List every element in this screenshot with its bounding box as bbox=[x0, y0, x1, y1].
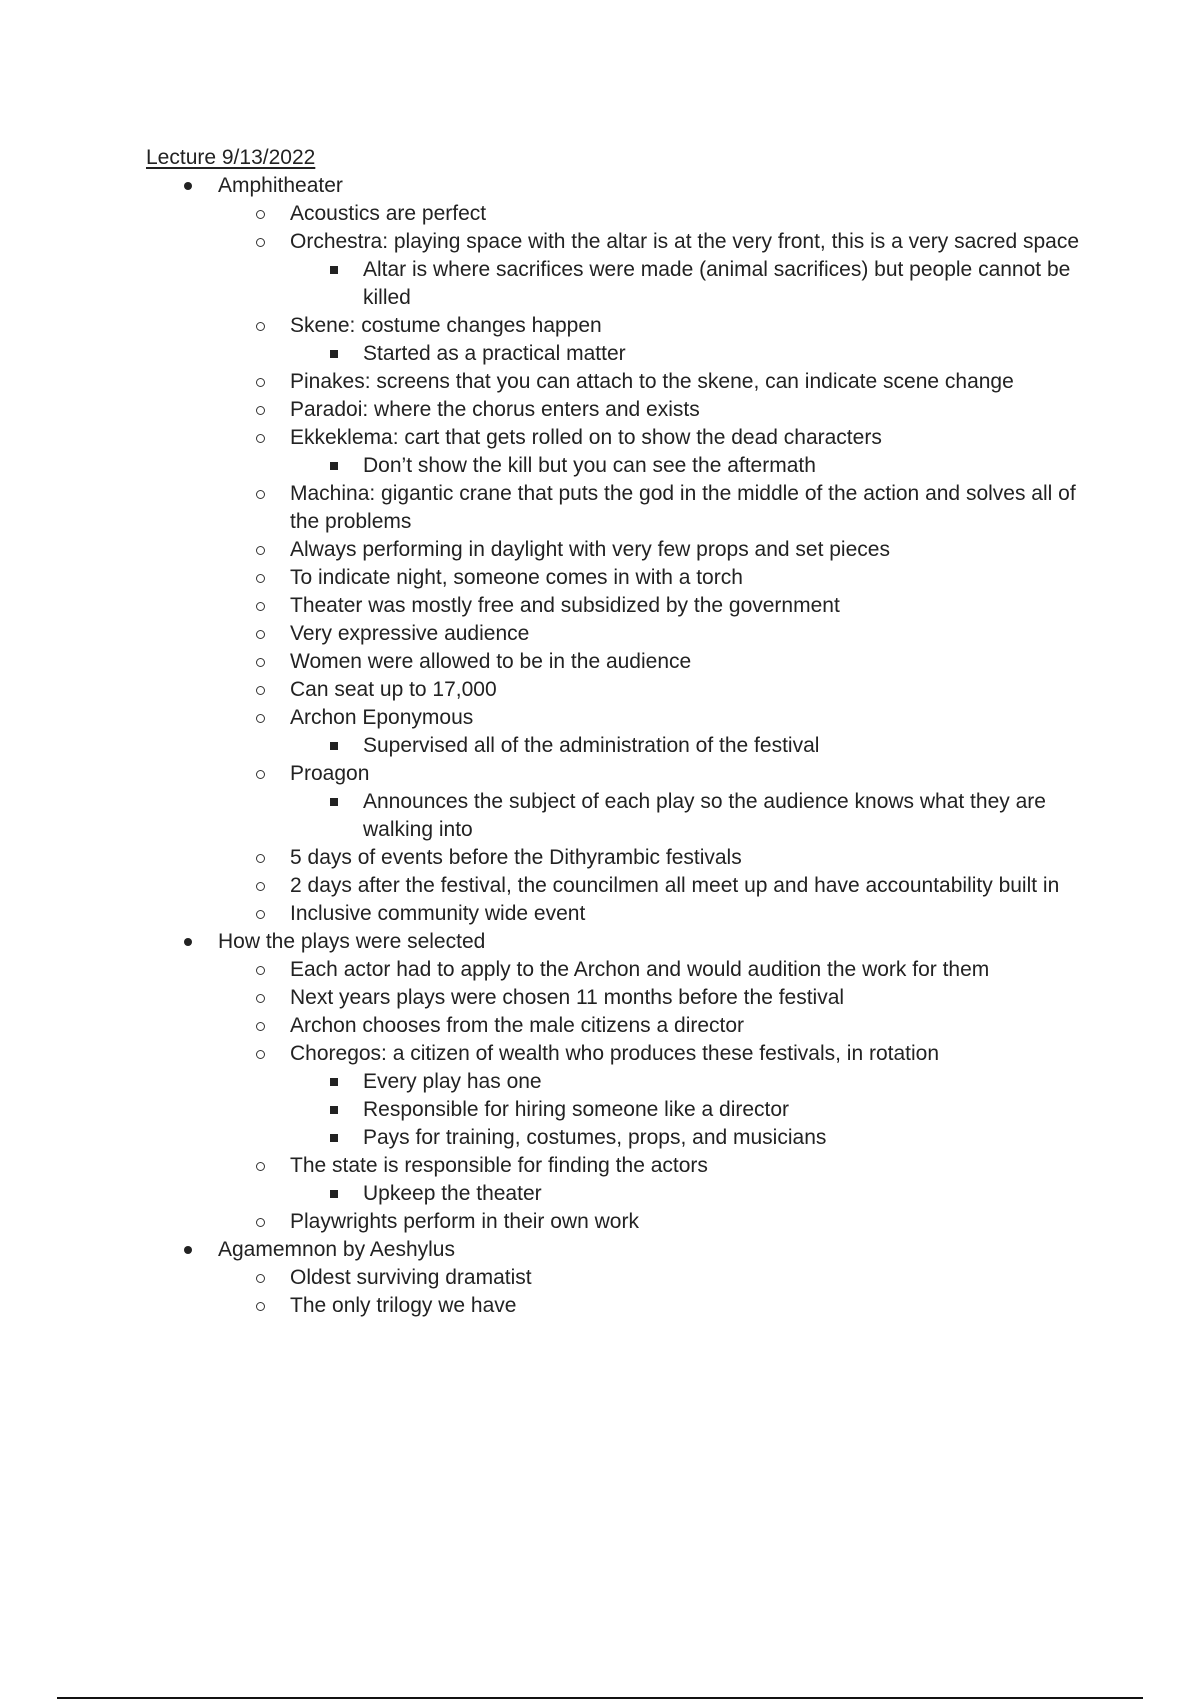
sub-item bbox=[218, 1264, 1086, 1292]
sub-item bbox=[218, 312, 1086, 368]
detail-item-text: Supervised all of the administration of the festival bbox=[363, 734, 820, 757]
sub-item-text: Very expressive audience bbox=[290, 622, 530, 645]
detail-item bbox=[290, 732, 1086, 760]
sub-item-text: Ekkeklema: cart that gets rolled on to show the dead characters bbox=[290, 426, 882, 449]
outline-item bbox=[146, 172, 1086, 928]
sub-item-text: Oldest surviving dramatist bbox=[290, 1266, 532, 1289]
detail-list bbox=[290, 788, 1086, 844]
sub-item-text: Inclusive community wide event bbox=[290, 902, 586, 925]
sub-item bbox=[218, 424, 1086, 480]
sub-item-text: Archon Eponymous bbox=[290, 706, 474, 729]
sub-item-text: Can seat up to 17,000 bbox=[290, 678, 497, 701]
sub-item-text: Archon chooses from the male citizens a director bbox=[290, 1014, 745, 1037]
sub-item bbox=[218, 704, 1086, 760]
sub-item bbox=[218, 564, 1086, 592]
detail-item-text: Upkeep the theater bbox=[363, 1182, 542, 1205]
sub-item bbox=[218, 676, 1086, 704]
detail-item-text: Altar is where sacrifices were made (animal sacrifices) but people cannot be killed bbox=[363, 258, 1071, 309]
sub-item-text: Playwrights perform in their own work bbox=[290, 1210, 639, 1233]
sub-list bbox=[218, 1264, 1086, 1320]
sub-item-text: Machina: gigantic crane that puts the god in the middle of the action and solves all of the problems bbox=[290, 482, 1076, 533]
sub-item-text: Orchestra: playing space with the altar is at the very front, this is a very sacred space bbox=[290, 230, 1080, 253]
detail-list bbox=[290, 1180, 1086, 1208]
sub-item-text: Women were allowed to be in the audience bbox=[290, 650, 692, 673]
outline-item-text: How the plays were selected bbox=[218, 930, 486, 953]
sub-item bbox=[218, 368, 1086, 396]
sub-item bbox=[218, 984, 1086, 1012]
sub-item-text: Next years plays were chosen 11 months before the festival bbox=[290, 986, 845, 1009]
sub-item bbox=[218, 1208, 1086, 1236]
sub-item-text: 5 days of events before the Dithyrambic festivals bbox=[290, 846, 742, 869]
sub-item-text: 2 days after the festival, the councilmen all meet up and have accountability built in bbox=[290, 874, 1060, 897]
outline-item bbox=[146, 928, 1086, 1236]
detail-item-text: Responsible for hiring someone like a director bbox=[363, 1098, 790, 1121]
detail-item-text: Don’t show the kill but you can see the aftermath bbox=[363, 454, 816, 477]
sub-item bbox=[218, 200, 1086, 228]
detail-list bbox=[290, 340, 1086, 368]
detail-list bbox=[290, 1068, 1086, 1152]
sub-item bbox=[218, 648, 1086, 676]
sub-list bbox=[218, 200, 1086, 928]
sub-item-text: Pinakes: screens that you can attach to the skene, can indicate scene change bbox=[290, 370, 1014, 393]
sub-item-text: Each actor had to apply to the Archon and would audition the work for them bbox=[290, 958, 990, 981]
sub-item-text: Theater was mostly free and subsidized by the government bbox=[290, 594, 840, 617]
sub-item bbox=[218, 872, 1086, 900]
sub-item bbox=[218, 536, 1086, 564]
notes-outline bbox=[146, 172, 1086, 1320]
detail-item bbox=[290, 452, 1086, 480]
sub-item-text: Choregos: a citizen of wealth who produces these festivals, in rotation bbox=[290, 1042, 940, 1065]
sub-item-text: The only trilogy we have bbox=[290, 1294, 517, 1317]
outline-item-text: Agamemnon by Aeshylus bbox=[218, 1238, 455, 1261]
detail-item bbox=[290, 256, 1086, 312]
outline-item bbox=[146, 1236, 1086, 1320]
detail-item bbox=[290, 340, 1086, 368]
sub-item bbox=[218, 396, 1086, 424]
sub-item bbox=[218, 1152, 1086, 1208]
sub-item-text: The state is responsible for finding the actors bbox=[290, 1154, 708, 1177]
footer-divider bbox=[57, 1697, 1143, 1699]
sub-item bbox=[218, 760, 1086, 844]
sub-item bbox=[218, 956, 1086, 984]
detail-item-text: Started as a practical matter bbox=[363, 342, 626, 365]
sub-item-text: To indicate night, someone comes in with a torch bbox=[290, 566, 743, 589]
sub-item-text: Skene: costume changes happen bbox=[290, 314, 602, 337]
detail-item bbox=[290, 1068, 1086, 1096]
sub-item-text: Paradoi: where the chorus enters and exists bbox=[290, 398, 700, 421]
detail-list bbox=[290, 732, 1086, 760]
detail-item-text: Announces the subject of each play so the audience knows what they are walking into bbox=[363, 790, 1046, 841]
sub-item bbox=[218, 900, 1086, 928]
detail-item-text: Every play has one bbox=[363, 1070, 542, 1093]
sub-item bbox=[218, 1012, 1086, 1040]
sub-item-text: Acoustics are perfect bbox=[290, 202, 487, 225]
detail-list bbox=[290, 256, 1086, 312]
detail-item bbox=[290, 1124, 1086, 1152]
sub-item bbox=[218, 480, 1086, 536]
detail-item bbox=[290, 1180, 1086, 1208]
detail-item bbox=[290, 1096, 1086, 1124]
sub-item bbox=[218, 620, 1086, 648]
page-title: Lecture 9/13/2022 bbox=[146, 146, 316, 169]
detail-list bbox=[290, 452, 1086, 480]
outline-item-text: Amphitheater bbox=[218, 174, 343, 197]
sub-item bbox=[218, 844, 1086, 872]
sub-list bbox=[218, 956, 1086, 1236]
sub-item-text: Proagon bbox=[290, 762, 370, 785]
sub-item bbox=[218, 1292, 1086, 1320]
sub-item bbox=[218, 228, 1086, 312]
detail-item bbox=[290, 788, 1086, 844]
sub-item bbox=[218, 592, 1086, 620]
sub-item bbox=[218, 1040, 1086, 1152]
sub-item-text: Always performing in daylight with very few props and set pieces bbox=[290, 538, 890, 561]
detail-item-text: Pays for training, costumes, props, and musicians bbox=[363, 1126, 827, 1149]
